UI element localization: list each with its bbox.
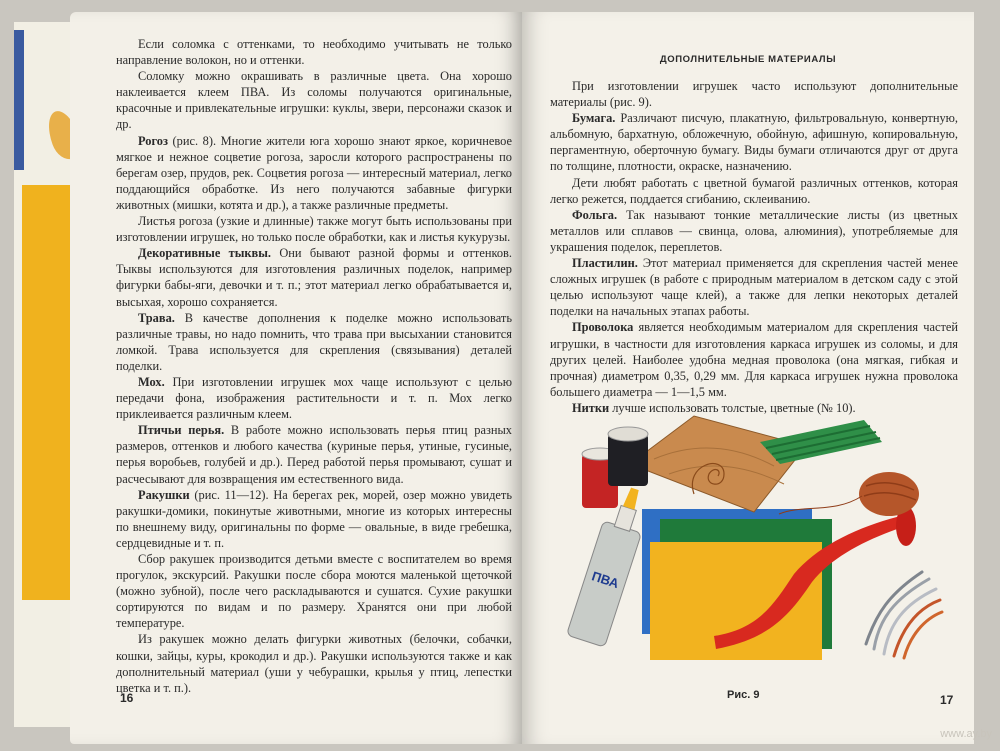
paragraph: При изготовлении игрушек часто используют дополнительные материалы (рис. 9). bbox=[550, 79, 958, 110]
paragraph: Из ракушек можно делать фигурки животных (белочки, собачки, кошки, зайцы, куры, крокодил и др.). Ракушки используются также и как дополнительный материал (уши у чебурашки, крылья у птиц, лепестки цветка и т. п.). bbox=[116, 632, 512, 695]
paragraph: Сбор ракушек производится детьми вместе с воспитателем во время прогулок, экскурсий. Ракушки после сбора моются маленькой щеточкой (можно зубной), после чего раскладываются и сушатся. Сухие ракушки сортируются по видам и по размеру. Хранятся они при любой температуре. bbox=[116, 552, 512, 631]
watermark: www.ay.by bbox=[940, 728, 992, 740]
paragraph: Птичьи перья. В работе можно использовать перья птиц разных размеров, оттенков и любого качества (куриные перья, утиные, гусиные, перья воробьев, голубей и др.). Перед работой перья промывают, сушат и расчесывают для возвращения им естественного вида. bbox=[116, 423, 512, 486]
paragraph: Соломку можно окрашивать в различные цвета. Она хорошо наклеивается клеем ПВА. Из соломы получаются оригинальные, красочные и привлекательные игрушки: куклы, звери, персонажи сказок и др. bbox=[116, 69, 512, 132]
paragraph: Проволока является необходимым материалом для скрепления частей игрушки, в частности для изготовления каркаса игрушек из соломы, и для других целей. Наиболее удобна медная проволока (она мягкая, гибкая и прочная) диаметром 0,35, 0,29 мм. Для каркаса игрушек нужна проволока большего диаметра — 1—1,5 мм. bbox=[550, 320, 958, 399]
page-number-right: 17 bbox=[940, 693, 954, 707]
paragraph: Если соломка с оттенками, то необходимо учитывать не только направление волокон, но и оттенки. bbox=[116, 37, 512, 68]
paragraph: Декоративные тыквы. Они бывают разной формы и оттенков. Тыквы используются для изготовления различных поделок, например фигурки бабы-яги, девочки и т. п.; этот материал легко обрабатывается и, высыхая, хорошо сохраняется. bbox=[116, 246, 512, 309]
glue-label: ПВА bbox=[590, 568, 621, 592]
paragraph: Мох. При изготовлении игрушек мох чаще используют с целью передачи фона, изображения растительности и т. п. Мох легко приклеивается различным клеем. bbox=[116, 374, 512, 422]
page-number-left: 16 bbox=[120, 691, 134, 705]
wire-bundle bbox=[866, 572, 942, 658]
background-cover-stripe bbox=[14, 30, 24, 170]
paragraph: Листья рогоза (узкие и длинные) также могут быть использованы при изготовлении игрушек, но только после обработки, как и листья кукурузы. bbox=[116, 214, 512, 245]
paragraph: Пластилин. Этот материал применяется для скрепления частей менее сложных игрушек (в работе с природным материалом в детском саду с этой целью используют чаще клей), а также для лепки некоторых деталей поделки на начальных этапах работы. bbox=[550, 256, 958, 319]
paragraph: Нитки лучше использовать толстые, цветные (№ 10). bbox=[572, 400, 856, 415]
paragraph: Трава. В качестве дополнения к поделке можно использовать различные травы, но надо помнить, что трава при высыхании становится ломкой. Трава используется для скрепления (связывания) деталей поделки. bbox=[116, 310, 512, 373]
background-cover-yellow bbox=[22, 185, 74, 600]
figure-caption: Рис. 9 bbox=[727, 689, 760, 701]
paragraph: Дети любят работать с цветной бумагой различных оттенков, которая легко режется, поддается сгибанию, склеиванию. bbox=[550, 175, 958, 206]
figure-9-illustration bbox=[544, 404, 944, 676]
paragraph: Бумага. Различают писчую, плакатную, фильтровальную, конвертную, альбомную, бархатную, обложечную, обойную, афишную, копировальную, пергаментную, оберточную бумагу. Виды бумаги отличаются друг от друга по толщине, плотности, окраске, назначению. bbox=[550, 111, 958, 174]
right-page bbox=[522, 12, 974, 744]
black-paint-jar bbox=[608, 434, 648, 486]
paragraph: Фольга. Так называют тонкие металлические листы (из цветных металлов или сплавов — свинца, олова, алюминия), употребляемые для украшения поделок, переплетов. bbox=[550, 207, 958, 254]
thread-spool bbox=[859, 472, 919, 516]
page-header: ДОПОЛНИТЕЛЬНЫЕ МАТЕРИАЛЫ bbox=[659, 54, 837, 65]
left-page bbox=[70, 12, 522, 744]
paragraph: Рогоз (рис. 8). Многие жители юга хорошо знают яркое, коричневое мягкое и нежное соцветие рогоза, заросли которого распространены по берегам озер, прудов, рек. Соцветия рогоза — интересный материал, легко поддающийся обработке. Из него получаются забавные фигурки животных (мишки, котята и др.), а также различные предметы. bbox=[116, 133, 512, 212]
left-page-text bbox=[116, 36, 512, 696]
right-page-text bbox=[550, 78, 958, 416]
paragraph: Ракушки (рис. 11—12). На берегах рек, морей, озер можно увидеть ракушки-домики, покинутые животными, многие из которых интересны по внешнему виду, оригинальны по форме — овальные, в виде гребешка, сердцевидные и т. п. bbox=[116, 487, 512, 550]
